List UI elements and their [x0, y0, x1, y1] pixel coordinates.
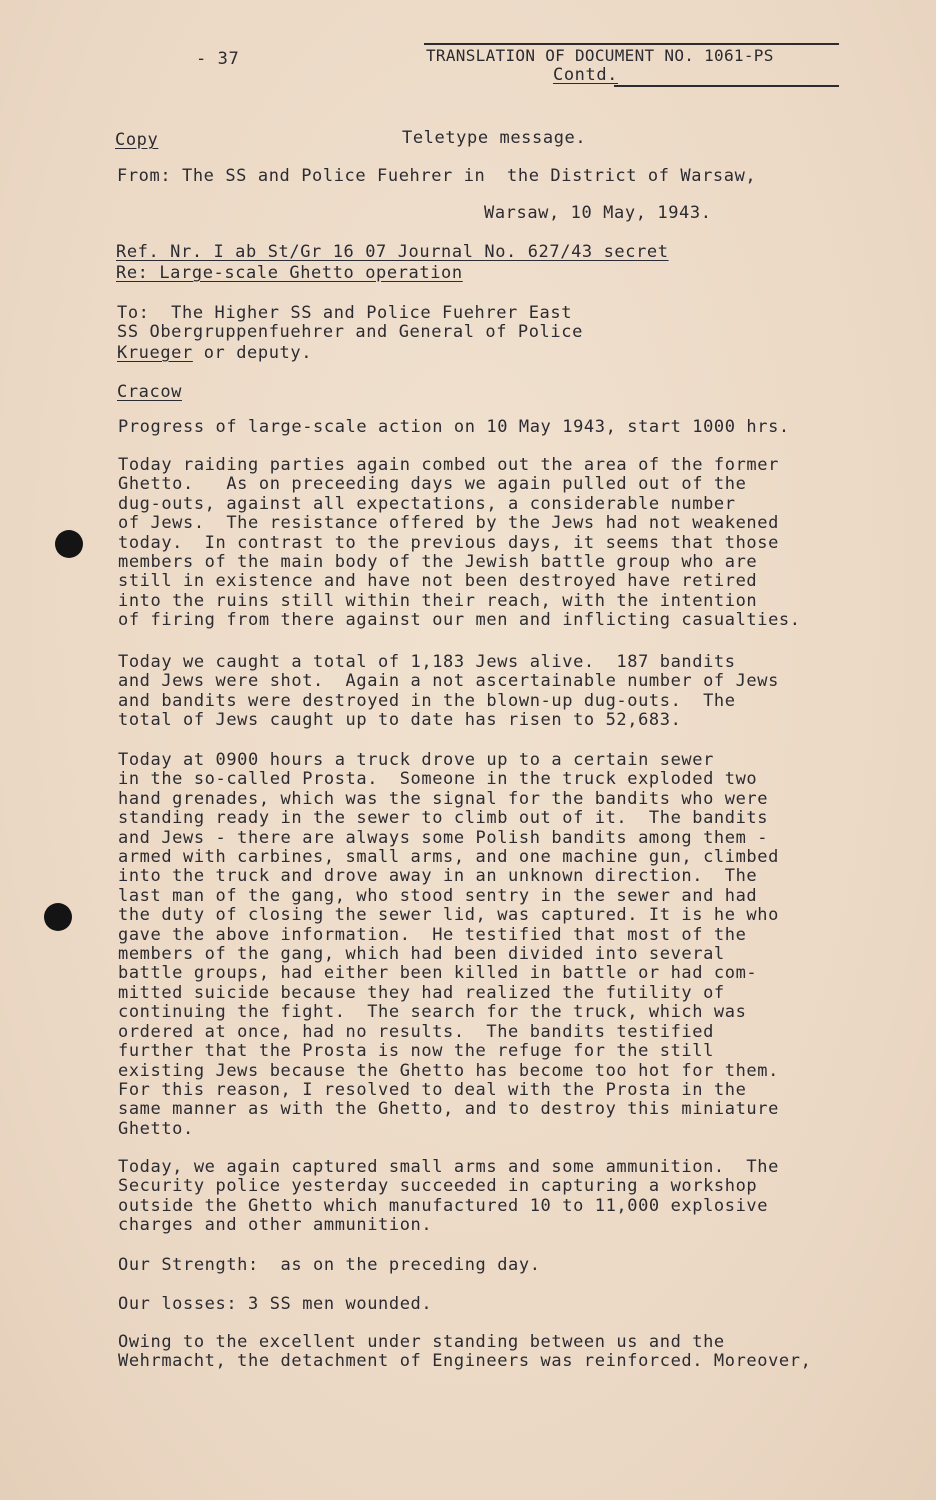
punch-hole-top	[55, 530, 83, 558]
subject-label: Re:	[116, 263, 149, 283]
contd-label: Contd.	[553, 65, 619, 85]
translation-reference: TRANSLATION OF DOCUMENT NO. 1061-PS	[426, 46, 774, 65]
addressee-line-3	[117, 344, 312, 363]
paragraph-raiding-parties: Today raiding parties again combed out the area of the former Ghetto. As on preceeding days we again pulled out of the dug-outs, against all expectations, a considerable number of Jews. The resistance offered by the Jews had not weakened today. In contrast to the previous days, it seems that those members of the main body of the Jewish battle group who are still in existence and have not been destroyed have retired into the ruins still within their reach, with the intention of firing from there against our men and inflicting casualties.	[118, 455, 801, 631]
paragraph-wehrmacht: Owing to the excellent under standing between us and the Wehrmacht, the detachment of Engineers was reinforced. Moreover,	[118, 1332, 812, 1372]
city-label: Cracow	[117, 382, 183, 402]
addressee-name: Krueger	[117, 343, 193, 363]
addressee-line-2: SS Obergruppenfuehrer and General of Police	[117, 322, 583, 342]
paragraph-caught-total: Today we caught a total of 1,183 Jews alive. 187 bandits and Jews were shot. Again a not ascertainable number of Jews and bandits were destroyed in the blown-up dug-outs. The total of Jews caught up to date has risen to 52,683.	[118, 652, 779, 731]
from-line: From: The SS and Police Fuehrer in the District of Warsaw,	[117, 166, 757, 186]
subject-line	[116, 264, 463, 283]
header-rule-bottom	[614, 85, 839, 87]
copy-label: Copy	[115, 130, 159, 150]
paragraph-captured-arms: Today, we again captured small arms and some ammunition. The Security police yesterday succeeded in capturing a workshop outside the Ghetto which manufactured 10 to 11,000 explosive charges and other ammunition.	[118, 1157, 779, 1236]
punch-hole-bottom	[44, 903, 72, 931]
subject-text: Large-scale Ghetto operation	[148, 263, 463, 283]
progress-line: Progress of large-scale action on 10 May 1943, start 1000 hrs.	[118, 417, 790, 437]
header-rule-top	[424, 43, 839, 45]
our-losses: Our losses: 3 SS men wounded.	[118, 1294, 433, 1314]
page-number: - 37	[196, 49, 240, 69]
addressee-line-1: To: The Higher SS and Police Fuehrer East	[117, 303, 573, 323]
paragraph-sewer-truck: Today at 0900 hours a truck drove up to a certain sewer in the so-called Prosta. Someone in the truck exploded two hand grenades, which was the signal for the bandits who were standing ready in the sewer to climb out of it. The bandits and Jews - there are always some Polish bandits among them - armed with carbines, small arms, and one machine gun, climbed into the truck and drove away in an unknown direction. The last man of the gang, who stood sentry in the sewer and had the duty of closing the sewer lid, was captured. It is he who gave the above information. He testified that most of the members of the gang, which had been divided into several battle groups, had either been killed in battle or had com- mitted suicide because they had realized the futility of continuing the fight. The search for the truck, which was ordered at once, had no results. The bandits testified further that the Prosta is now the refuge for the still existing Jews because the Ghetto has become too hot for them. For this reason, I resolved to deal with the Prosta in the same manner as with the Ghetto, and to destroy this miniature Ghetto.	[118, 750, 779, 1139]
addressee-rest: or deputy.	[192, 343, 313, 363]
reference-line: Ref. Nr. I ab St/Gr 16 07 Journal No. 627/43 secret	[116, 242, 669, 262]
message-type: Teletype message.	[402, 128, 587, 148]
place-date: Warsaw, 10 May, 1943.	[484, 203, 712, 223]
our-strength: Our Strength: as on the preceding day.	[118, 1255, 541, 1275]
